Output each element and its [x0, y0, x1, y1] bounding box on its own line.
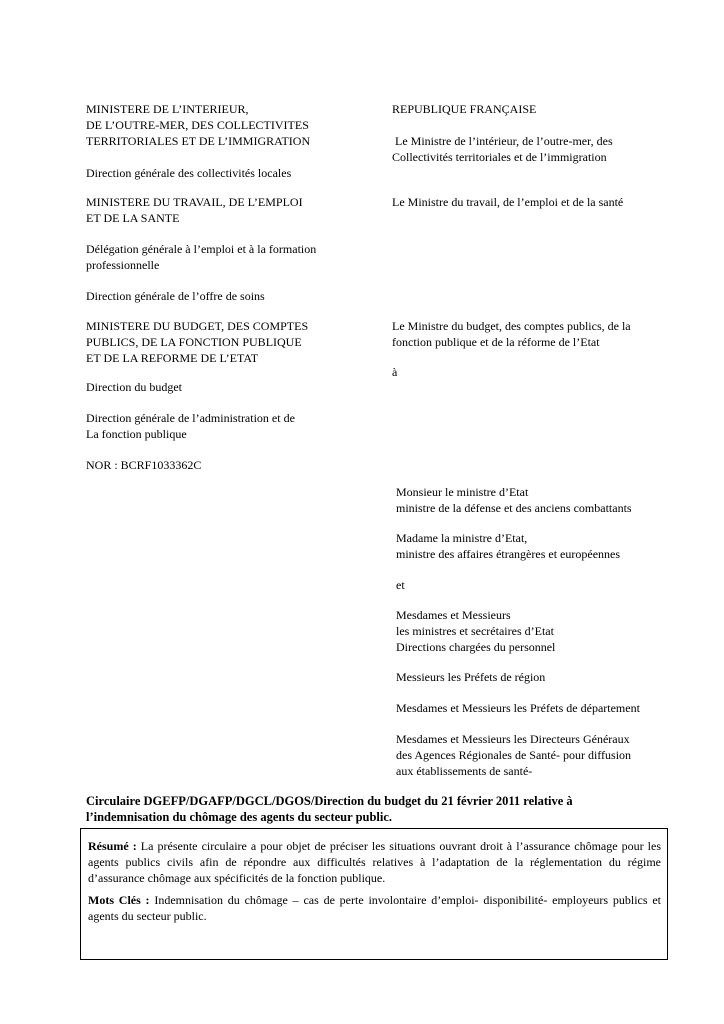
recipient-line: Monsieur le ministre d’Etat: [396, 485, 529, 499]
circular-title-line: l’indemnisation du chômage des agents du secteur public.: [86, 810, 393, 824]
ministry-budget-heading: [86, 318, 308, 366]
summary-text: La présente circulaire a pour objet de préciser les situations ouvrant droit à l’assurance chômage pour les agents publics civils afin de répondre aux difficultés relatives à l’adaptation de la réglementation du régime d’assurance chômage aux spécificités de la fonction publique.: [88, 839, 662, 885]
ministry-labour-line: ET DE LA SANTE: [86, 211, 180, 225]
recipient-ars: [396, 731, 631, 779]
recipient-prefets-departement-text: Mesdames et Messieurs les Préfets de département: [396, 701, 640, 715]
delegation-emploi: [86, 241, 316, 273]
recipient-prefets-departement: [396, 700, 640, 716]
recipient-line: Madame la ministre d’Etat,: [396, 531, 528, 545]
dir-admin-line: Direction générale de l’administration et de: [86, 411, 295, 425]
recipient-and: [396, 577, 405, 593]
keywords-label: Mots Clés :: [88, 893, 150, 907]
minister-labour: [392, 194, 623, 210]
recipient-and-text: et: [396, 578, 405, 592]
republic-heading: [392, 101, 536, 117]
ministry-labour-heading: [86, 194, 303, 226]
dir-budget: [86, 379, 182, 395]
recipient-line: ministre des affaires étrangères et européennes: [396, 547, 621, 561]
minister-labour-text: Le Ministre du travail, de l’emploi et de la santé: [392, 195, 624, 209]
ministry-labour-line: MINISTERE DU TRAVAIL, DE L’EMPLOI: [86, 195, 303, 209]
recipient-line: aux établissements de santé-: [396, 764, 533, 778]
ministry-budget-line: PUBLICS, DE LA FONCTION PUBLIQUE: [86, 335, 302, 349]
dir-admin: [86, 410, 295, 442]
recipient-line: les ministres et secrétaires d’Etat: [396, 624, 554, 638]
minister-interior-line: Collectivités territoriales et de l’immigration: [392, 150, 607, 164]
ministry-budget-line: ET DE LA REFORME DE L’ETAT: [86, 351, 259, 365]
recipient-line: Directions chargées du personnel: [396, 640, 556, 654]
recipient-ministers: [396, 607, 555, 655]
recipient-prefets-region: [396, 669, 545, 685]
republic-text: REPUBLIQUE FRANÇAISE: [392, 102, 537, 116]
dir-admin-line: La fonction publique: [86, 427, 187, 441]
delegation-emploi-line: professionnelle: [86, 258, 160, 272]
ministry-interior-line: MINISTERE DE L’INTERIEUR,: [86, 102, 249, 116]
minister-interior-line: Le Ministre de l’intérieur, de l’outre-mer, des: [392, 134, 613, 148]
minister-budget: [392, 318, 631, 350]
recipient-foreign: [396, 530, 620, 562]
recipient-prefets-region-text: Messieurs les Préfets de région: [396, 670, 546, 684]
summary-label: Résumé :: [88, 839, 137, 853]
dir-budget-text: Direction du budget: [86, 380, 182, 394]
dir-collectivites-text: Direction générale des collectivités locales: [86, 166, 292, 180]
minister-budget-line: fonction publique et de la réforme de l’Etat: [392, 335, 600, 349]
nor-reference: [86, 457, 201, 473]
ministry-interior-heading: [86, 101, 310, 149]
ministry-budget-line: MINISTERE DU BUDGET, DES COMPTES: [86, 319, 309, 333]
addressed-to: [392, 364, 397, 380]
recipient-line: Mesdames et Messieurs les Directeurs Généraux: [396, 732, 630, 746]
addressed-to-text: à: [392, 365, 398, 379]
minister-interior: [392, 133, 613, 165]
summary-box: [80, 828, 668, 960]
nor-text: NOR : BCRF1033362C: [86, 458, 202, 472]
circular-title-line: Circulaire DGEFP/DGAFP/DGCL/DGOS/Direction du budget du 21 février 2011 relative à: [86, 794, 573, 808]
minister-budget-line: Le Ministre du budget, des comptes publics, de la: [392, 319, 631, 333]
circular-title: [86, 793, 646, 825]
ministry-interior-line: TERRITORIALES ET DE L’IMMIGRATION: [86, 134, 311, 148]
dir-offre-soins: [86, 288, 265, 304]
delegation-emploi-line: Délégation générale à l’emploi et à la formation: [86, 242, 317, 256]
keywords-paragraph: [88, 892, 661, 924]
recipient-line: Mesdames et Messieurs: [396, 608, 511, 622]
recipient-line: des Agences Régionales de Santé- pour diffusion: [396, 748, 632, 762]
dir-offre-soins-text: Direction générale de l’offre de soins: [86, 289, 265, 303]
summary-paragraph: [88, 838, 661, 886]
ministry-interior-line: DE L’OUTRE-MER, DES COLLECTIVITES: [86, 118, 309, 132]
dir-collectivites: [86, 165, 291, 181]
recipient-defense: [396, 484, 632, 516]
keywords-text: Indemnisation du chômage – cas de perte involontaire d’emploi- disponibilité- employeurs publics et agents du secteur public.: [88, 893, 661, 923]
recipient-line: ministre de la défense et des anciens combattants: [396, 501, 632, 515]
